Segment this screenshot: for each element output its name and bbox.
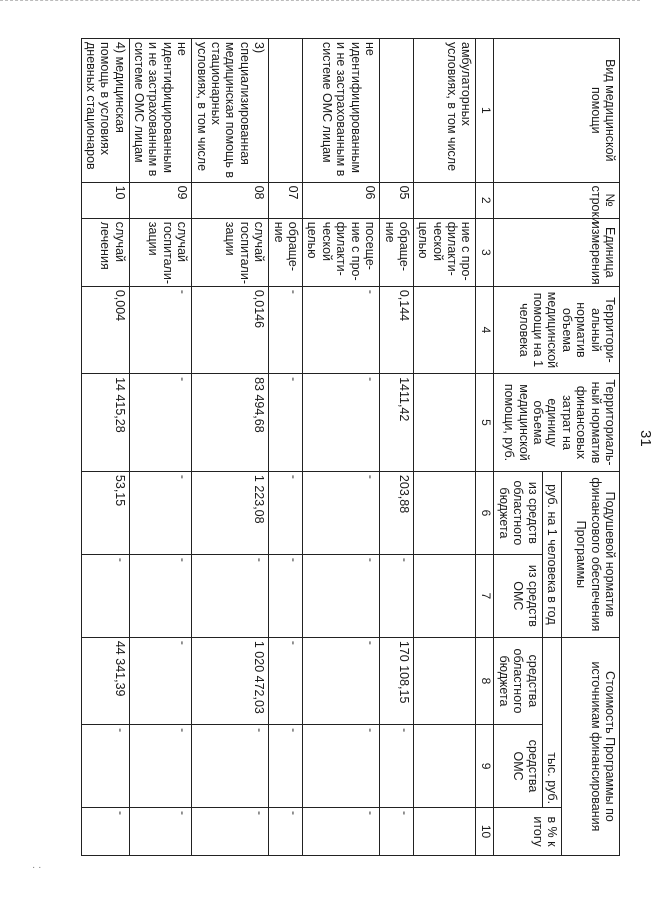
cell-per-capita-budget: - [269, 471, 303, 554]
cell-cost: 14 415,28 [81, 374, 129, 472]
cell-unit: случай госпитали-зации [192, 218, 269, 286]
cell-cost-budget: 170 108,15 [380, 637, 414, 724]
column-number: 10 [476, 808, 494, 856]
table-row [192, 39, 269, 856]
column-number: 4 [476, 286, 494, 373]
header-volume-norm: Территори-альный норматив объема медицинской помощи на 1 человека [494, 286, 620, 373]
table-row [129, 39, 192, 856]
page-number: 31 [637, 430, 654, 447]
cell-row-number: 07 [269, 182, 303, 218]
cell-type [269, 39, 303, 183]
column-number: 6 [476, 471, 494, 554]
financing-table [81, 38, 620, 856]
cell-row-number: 05 [380, 182, 414, 218]
header-per-capita-group: Подушевой норматив финансового обеспечения Программы [562, 471, 620, 637]
table-row [269, 39, 303, 856]
cell-per-capita-budget: 203,88 [380, 471, 414, 554]
cell-type: амбулаторных условиях, в том числе [414, 39, 477, 183]
cell-row-number: 09 [129, 182, 192, 218]
cell-volume: 0,0146 [192, 286, 269, 373]
cell-per-capita-oms: - [380, 554, 414, 637]
cell-cost [414, 374, 477, 472]
cell-unit: ние с про-филакти-ческой целью [414, 218, 477, 286]
column-number: 3 [476, 218, 494, 286]
header-unit: Единица измерения [494, 218, 620, 286]
table-row [81, 39, 129, 856]
cell-percent [414, 808, 477, 856]
cell-type: не идентифицированным и не застрахованным в системе ОМС лицам [303, 39, 380, 183]
cell-per-capita-oms: - [269, 554, 303, 637]
table-header [476, 39, 620, 856]
cell-per-capita-budget: 53,15 [81, 471, 129, 554]
cell-cost-budget: 44 341,39 [81, 637, 129, 724]
cell-percent: - [303, 808, 380, 856]
header-type: Вид медицинской помощи [494, 39, 620, 183]
header-row-number: № строки [494, 182, 620, 218]
cell-unit: посеще-ние с про-филакти-ческой целью [303, 218, 380, 286]
cell-per-capita-budget: 1 223,08 [192, 471, 269, 554]
cell-per-capita-oms: - [192, 554, 269, 637]
header-regional-budget-funds: средства областного бюджета [494, 637, 542, 724]
table-row [414, 39, 477, 856]
cell-per-capita-oms: - [129, 554, 192, 637]
cell-type: 3) специализированная медицинская помощь в стационарных условиях, в том числе [192, 39, 269, 183]
header-cost-norm: Территориаль-ный норматив финансовых затрат на единицу объема медицинской помощи, руб. [494, 374, 620, 472]
cell-cost-oms: - [81, 725, 129, 808]
cell-percent: - [380, 808, 414, 856]
cell-per-capita-oms: - [81, 554, 129, 637]
cell-cost-budget: - [303, 637, 380, 724]
table-row [380, 39, 414, 856]
column-number: 1 [476, 39, 494, 183]
cell-percent: - [81, 808, 129, 856]
cell-cost: 83 494,68 [192, 374, 269, 472]
cell-row-number: 10 [81, 182, 129, 218]
cell-cost: 1411,42 [380, 374, 414, 472]
cell-unit: случай лечения [81, 218, 129, 286]
cell-row-number: 06 [303, 182, 380, 218]
cell-cost-budget [414, 637, 477, 724]
cell-unit: обраще-ние [269, 218, 303, 286]
cell-cost-oms: - [380, 725, 414, 808]
header-regional-budget: из средств областного бюджета [494, 471, 542, 554]
cell-unit: обраще-ние [380, 218, 414, 286]
cell-cost-budget: - [129, 637, 192, 724]
header-percent: в % к итогу [494, 808, 562, 856]
cell-volume: 0,004 [81, 286, 129, 373]
cell-cost-budget: 1 020 472,03 [192, 637, 269, 724]
cell-type: не идентифицированным и не застрахованным в системе ОМС лицам [129, 39, 192, 183]
cell-cost-oms: - [129, 725, 192, 808]
cell-type [380, 39, 414, 183]
column-number: 8 [476, 637, 494, 724]
cell-cost-budget: - [269, 637, 303, 724]
cell-row-number [414, 182, 477, 218]
cell-row-number: 08 [192, 182, 269, 218]
cell-per-capita-oms: - [303, 554, 380, 637]
cell-per-capita-oms [414, 554, 477, 637]
cell-cost: - [269, 374, 303, 472]
column-number: 2 [476, 182, 494, 218]
cell-percent: - [269, 808, 303, 856]
cell-cost-oms [414, 725, 477, 808]
table-row [303, 39, 380, 856]
column-number: 9 [476, 725, 494, 808]
cell-cost-oms: - [303, 725, 380, 808]
cell-volume [414, 286, 477, 373]
rotated-content [80, 38, 654, 856]
cell-volume: - [129, 286, 192, 373]
cell-unit: случай госпитали-зации [129, 218, 192, 286]
cell-volume: - [269, 286, 303, 373]
header-thousand-rub: тыс. руб. [542, 637, 561, 807]
column-number: 5 [476, 374, 494, 472]
header-oms-funds: средства ОМС [494, 725, 542, 808]
cell-percent: - [129, 808, 192, 856]
cell-cost: - [303, 374, 380, 472]
scan-artifact-mark: · · [32, 862, 42, 873]
cell-cost-oms: - [192, 725, 269, 808]
cell-volume: 0,144 [380, 286, 414, 373]
scan-edge [0, 0, 640, 5]
header-oms: из средств ОМС [494, 554, 542, 637]
cell-per-capita-budget [414, 471, 477, 554]
cell-cost: - [129, 374, 192, 472]
cell-percent: - [192, 808, 269, 856]
cell-per-capita-budget: - [129, 471, 192, 554]
cell-volume: - [303, 286, 380, 373]
cell-per-capita-budget: - [303, 471, 380, 554]
header-per-capita-sub: руб. на 1 человека в год [542, 471, 561, 637]
cell-cost-oms: - [269, 725, 303, 808]
cell-type: 4) медицинская помощь в условиях дневных стационаров [81, 39, 129, 183]
column-number: 7 [476, 554, 494, 637]
header-program-cost-group: Стоимость Программы по источникам финансирования [562, 637, 620, 855]
